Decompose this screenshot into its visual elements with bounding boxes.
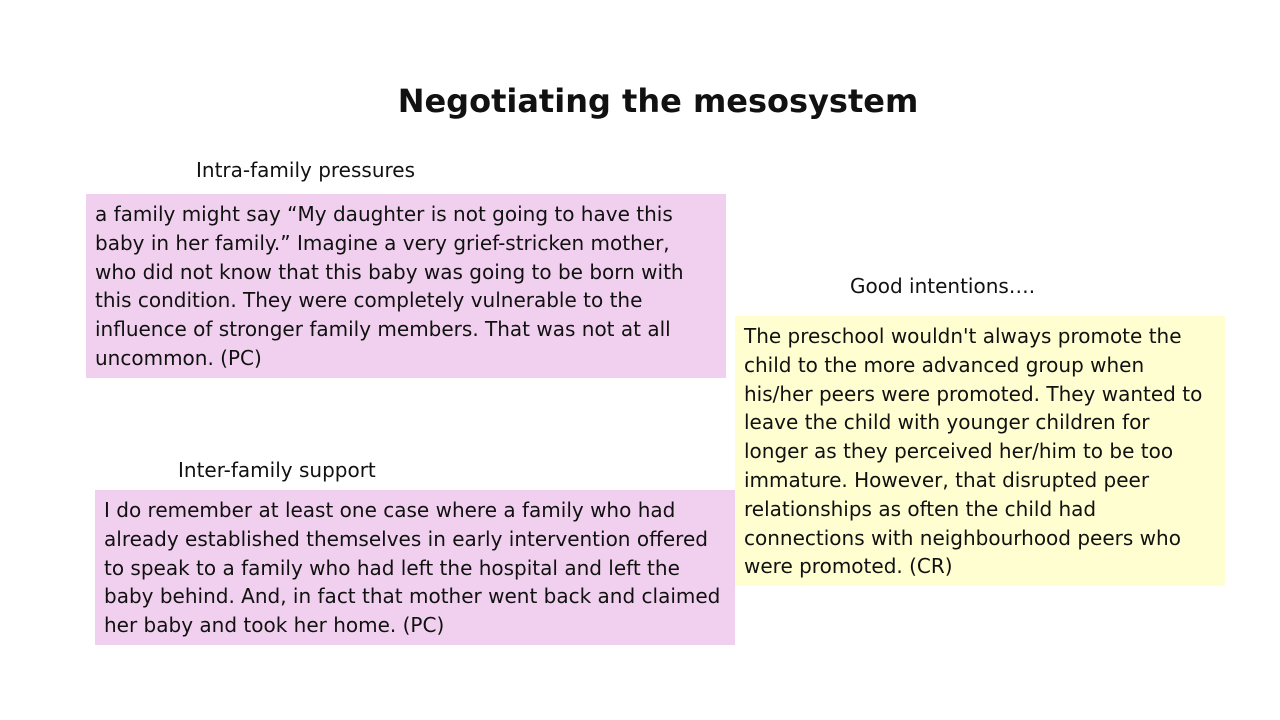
slide-title: Negotiating the mesosystem xyxy=(397,82,919,120)
inter-family-quote-box: I do remember at least one case where a family who had already established themselves in early intervention offered to speak to a family who had left the hospital and left the baby behind. And, in fact that mother went back and claimed her baby and took her home. (PC) xyxy=(95,490,735,645)
good-intentions-quote-box: The preschool wouldn't always promote the child to the more advanced group when his/her peers were promoted. They wanted to leave the child with younger children for longer as they perceived her/him to be too immature. However, that disrupted peer relationships as often the child had connections with neighbourhood peers who were promoted. (CR) xyxy=(735,316,1225,586)
good-intentions-heading: Good intentions…. xyxy=(850,274,1036,298)
inter-family-heading: Inter-family support xyxy=(178,458,376,482)
intra-family-heading: Intra-family pressures xyxy=(196,158,416,182)
intra-family-quote-box: a family might say “My daughter is not going to have this baby in her family.” Imagine a very grief-stricken mother, who did not know that this baby was going to be born with this condition. They were completely vulnerable to the influence of stronger family members. That was not at all uncommon. (PC) xyxy=(86,194,726,378)
